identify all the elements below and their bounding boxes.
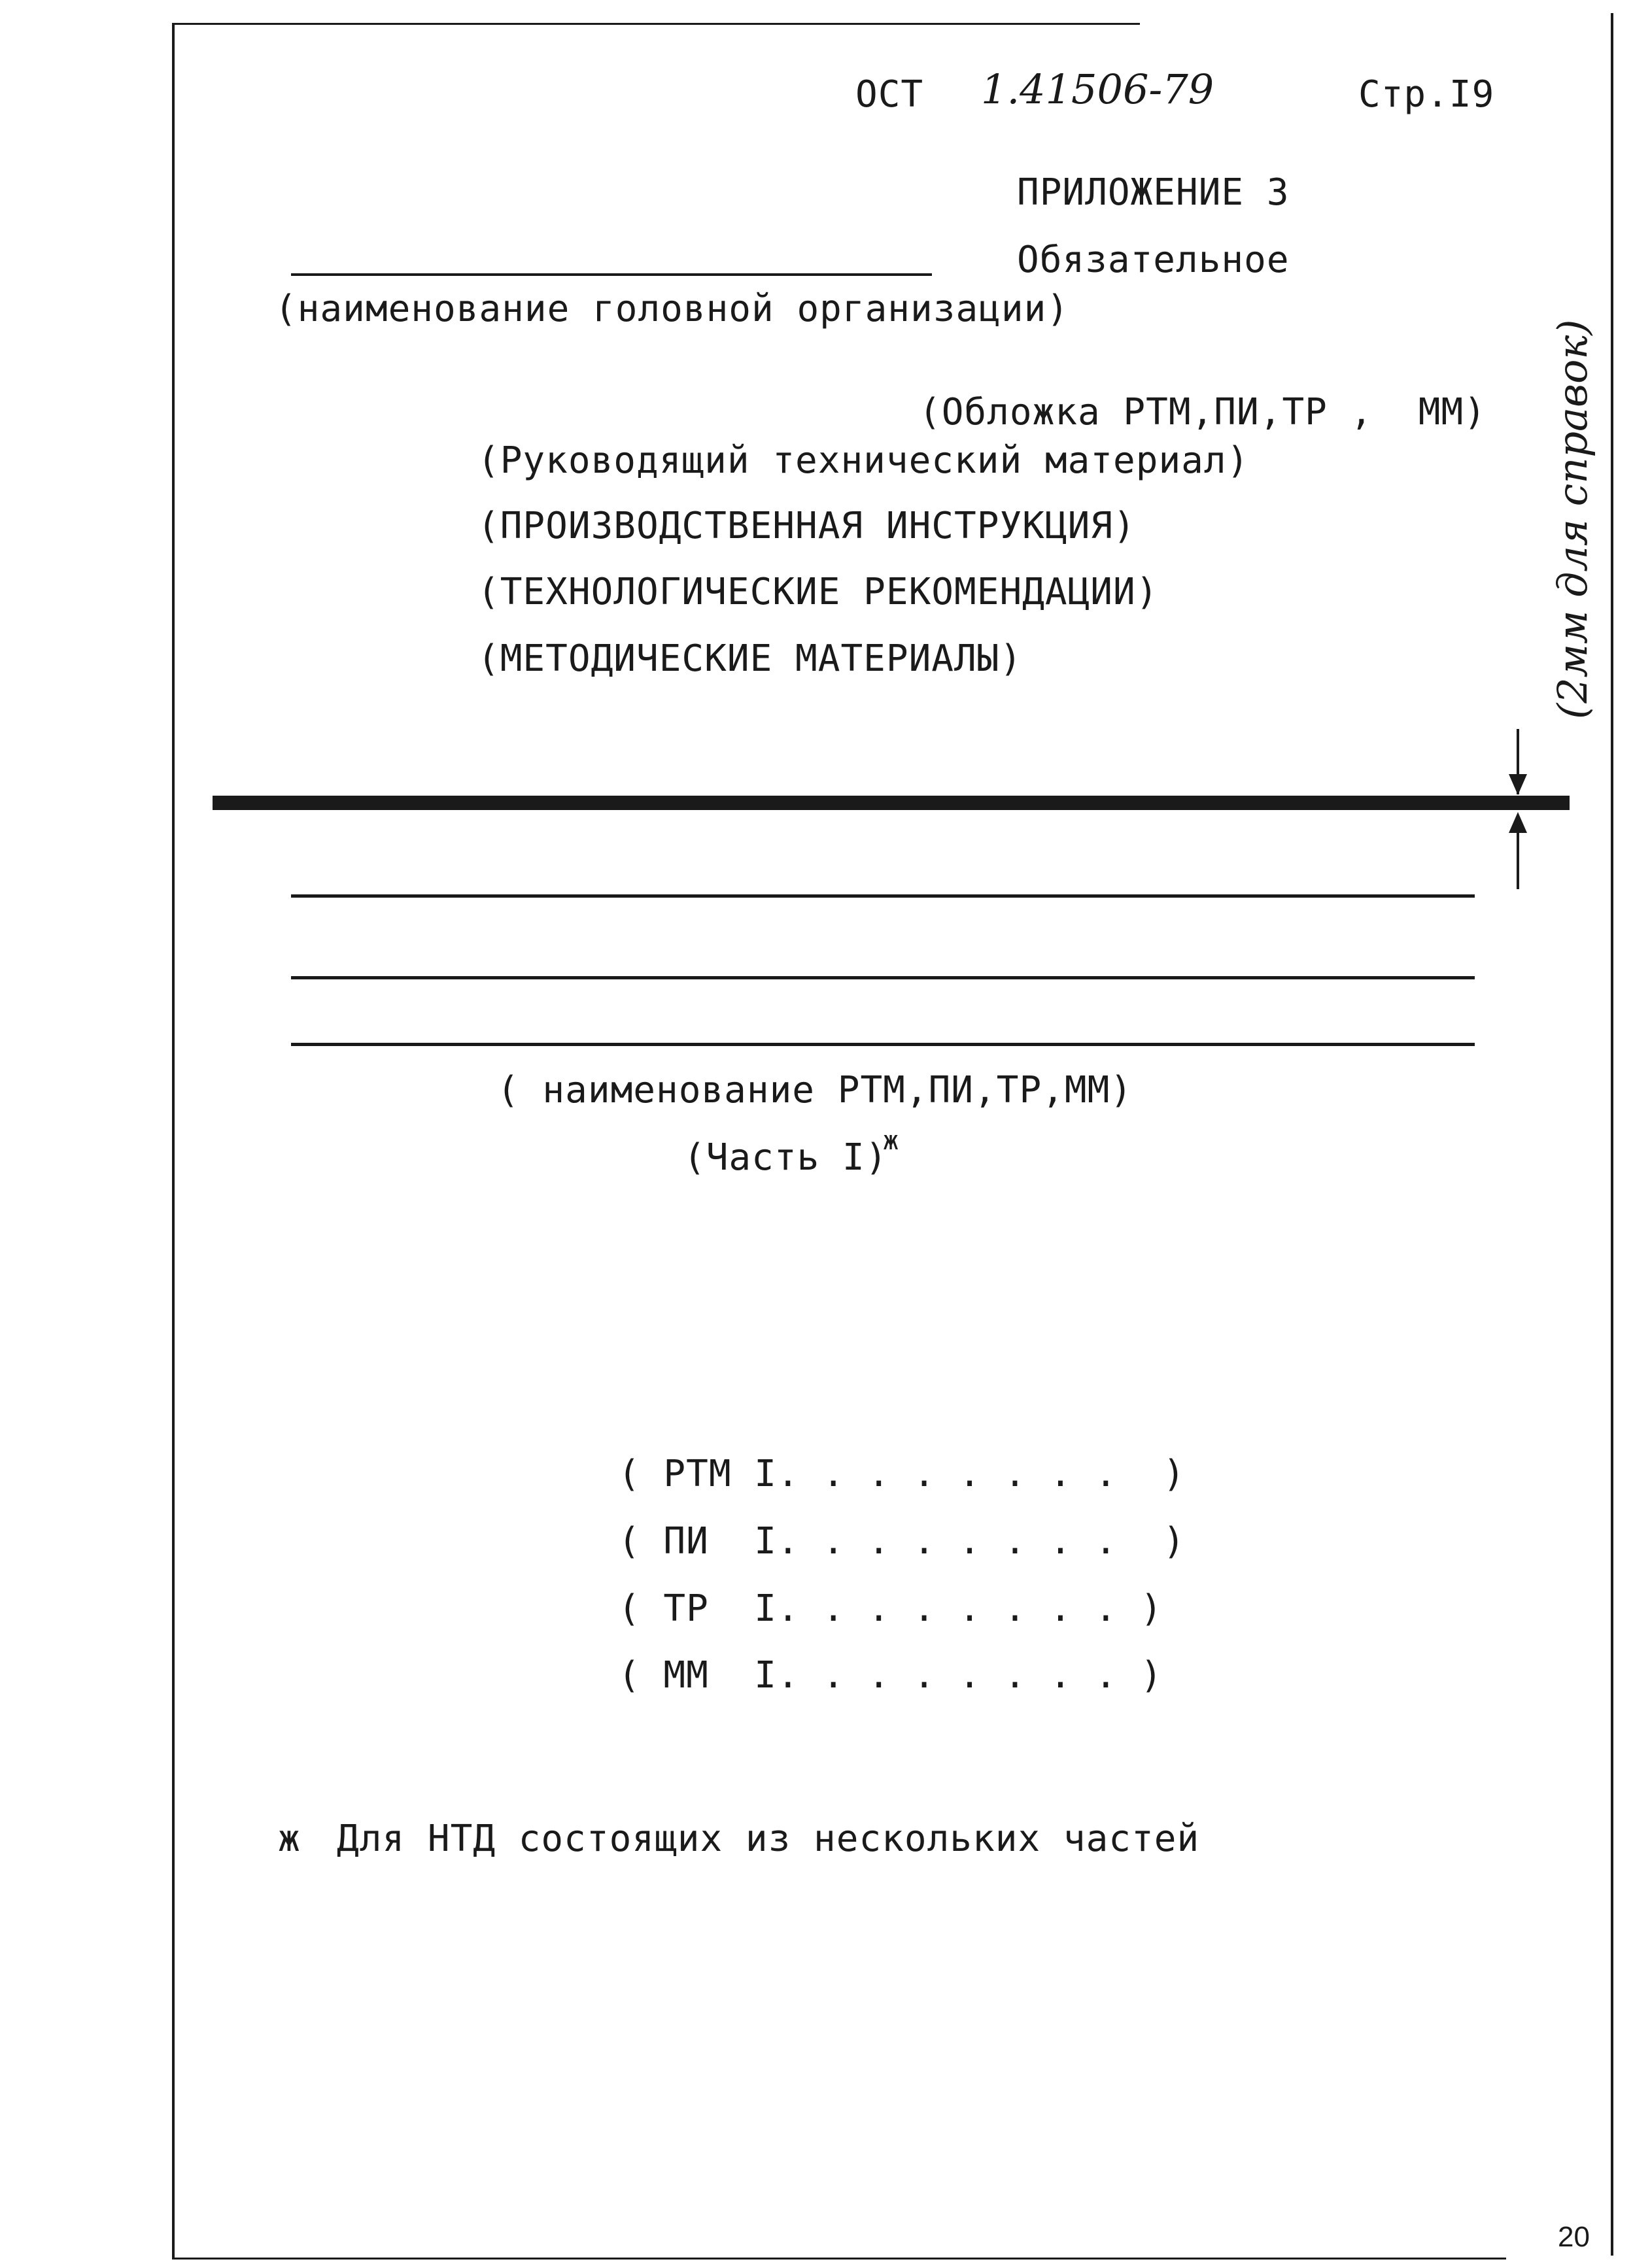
- cover-caption: (Обложка РТМ,ПИ,ТР , ММ): [919, 391, 1487, 433]
- code-rtm: ( РТМ I. . . . . . . . ): [618, 1453, 1186, 1495]
- frame-left-line: [172, 23, 175, 2259]
- thick-separator-bar: [213, 796, 1570, 810]
- footnote-text: Для НТД состоящих из нескольких частей: [337, 1818, 1200, 1860]
- side-note-text: (2мм для справок): [1549, 319, 1596, 719]
- doc-type-tr: (ТЕХНОЛОГИЧЕСКИЕ РЕКОМЕНДАЦИИ): [477, 571, 1159, 613]
- frame-top-line: [172, 23, 1140, 25]
- title-caption: ( наименование РТМ,ПИ,ТР,ММ): [497, 1069, 1133, 1111]
- page-label: Стр.I9: [1358, 73, 1495, 116]
- code-pi: ( ПИ I. . . . . . . . ): [618, 1520, 1186, 1563]
- part-footnote-mark: ж: [883, 1126, 899, 1156]
- org-caption: (наименование головной организации): [275, 288, 1070, 330]
- sheet-number: 20: [1558, 2221, 1590, 2253]
- title-line-3: [291, 1043, 1475, 1046]
- arrow-down-icon: [1505, 771, 1531, 798]
- org-name-line: [291, 273, 932, 276]
- frame-bottom-line: [172, 2258, 1506, 2260]
- footnote-mark: ж: [278, 1818, 301, 1860]
- title-line-2: [291, 976, 1475, 979]
- doc-type-rtm: (Руководящий технический материал): [477, 439, 1250, 482]
- side-note: [1534, 319, 1612, 719]
- code-mm: ( ММ I. . . . . . . . ): [618, 1654, 1163, 1697]
- doc-type-pi: (ПРОИЗВОДСТВЕННАЯ ИНСТРУКЦИЯ): [477, 505, 1136, 547]
- doc-type-mm: (МЕТОДИЧЕСКИЕ МАТЕРИАЛЫ): [477, 637, 1023, 680]
- ost-number: 1.41506-79: [981, 65, 1214, 113]
- part-label: (Часть I): [683, 1136, 888, 1179]
- appendix-status: Обязательное: [1017, 239, 1290, 281]
- title-line-1: [291, 894, 1475, 898]
- code-tr: ( ТР I. . . . . . . . ): [618, 1587, 1163, 1630]
- ost-prefix: ОСТ: [855, 73, 924, 116]
- appendix-title: ПРИЛОЖЕНИЕ 3: [1017, 171, 1290, 214]
- dimension-arrow-bottom-shaft: [1517, 830, 1519, 889]
